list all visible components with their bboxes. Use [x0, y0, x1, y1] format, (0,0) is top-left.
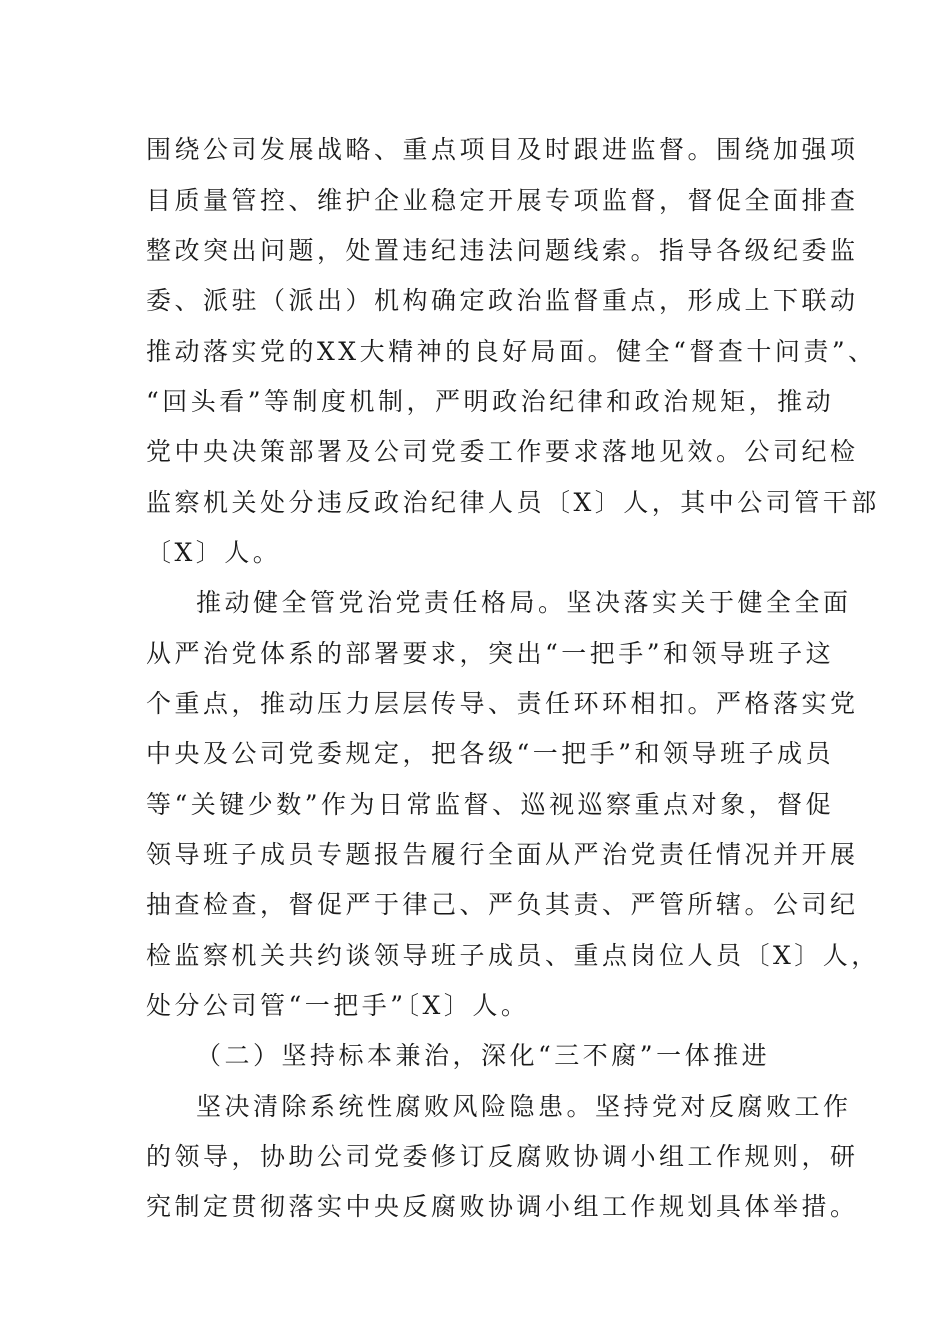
paragraph-line: 中央及公司党委规定，把各级“一把手”和领导班子成员	[146, 739, 835, 768]
paragraph-line: 领导班子成员专题报告履行全面从严治党责任情况并开展	[146, 840, 859, 869]
paragraph-line: 究制定贯彻落实中央反腐败协调小组工作规划具体举措。	[146, 1192, 859, 1221]
paragraph-line: 目质量管控、维护企业稳定开展专项监督，督促全面排查	[146, 186, 859, 215]
paragraph-line: 检监察机关共约谈领导班子成员、重点岗位人员〔X〕人，	[146, 941, 880, 970]
paragraph-line: 等“关键少数”作为日常监督、巡视巡察重点对象，督促	[146, 790, 835, 819]
paragraph-line: 的领导，协助公司党委修订反腐败协调小组工作规则，研	[146, 1142, 859, 1171]
paragraph-line: 推动落实党的XX大精神的良好局面。健全“督查十问责”、	[146, 337, 877, 366]
paragraph-line: 党中央决策部署及公司党委工作要求落地见效。公司纪检	[146, 437, 859, 466]
paragraph-line: 整改突出问题，处置违纪违法问题线索。指导各级纪委监	[146, 236, 859, 265]
paragraph-line: 抽查检查，督促严于律己、严负其责、严管所辖。公司纪	[146, 890, 859, 919]
paragraph-line: 从严治党体系的部署要求，突出“一把手”和领导班子这	[146, 639, 835, 668]
paragraph-line: 个重点，推动压力层层传导、责任环环相扣。严格落实党	[146, 689, 859, 718]
paragraph-line: 〔X〕人。	[146, 538, 282, 567]
paragraph-line: 委、派驻（派出）机构确定政治监督重点，形成上下联动	[146, 286, 859, 315]
paragraph-line: 推动健全管党治党责任格局。坚决落实关于健全全面	[196, 588, 852, 617]
paragraph-line: “回头看”等制度机制，严明政治纪律和政治规矩，推动	[146, 387, 835, 416]
paragraph-line: 坚决清除系统性腐败风险隐患。坚持党对反腐败工作	[196, 1092, 852, 1121]
section-heading: （二）坚持标本兼治，深化“三不腐”一体推进	[196, 1041, 771, 1070]
paragraph-line: 监察机关处分违反政治纪律人员〔X〕人，其中公司管干部	[146, 488, 880, 517]
paragraph-line: 处分公司管“一把手”〔X〕人。	[146, 991, 530, 1020]
paragraph-line: 围绕公司发展战略、重点项目及时跟进监督。围绕加强项	[146, 135, 859, 164]
